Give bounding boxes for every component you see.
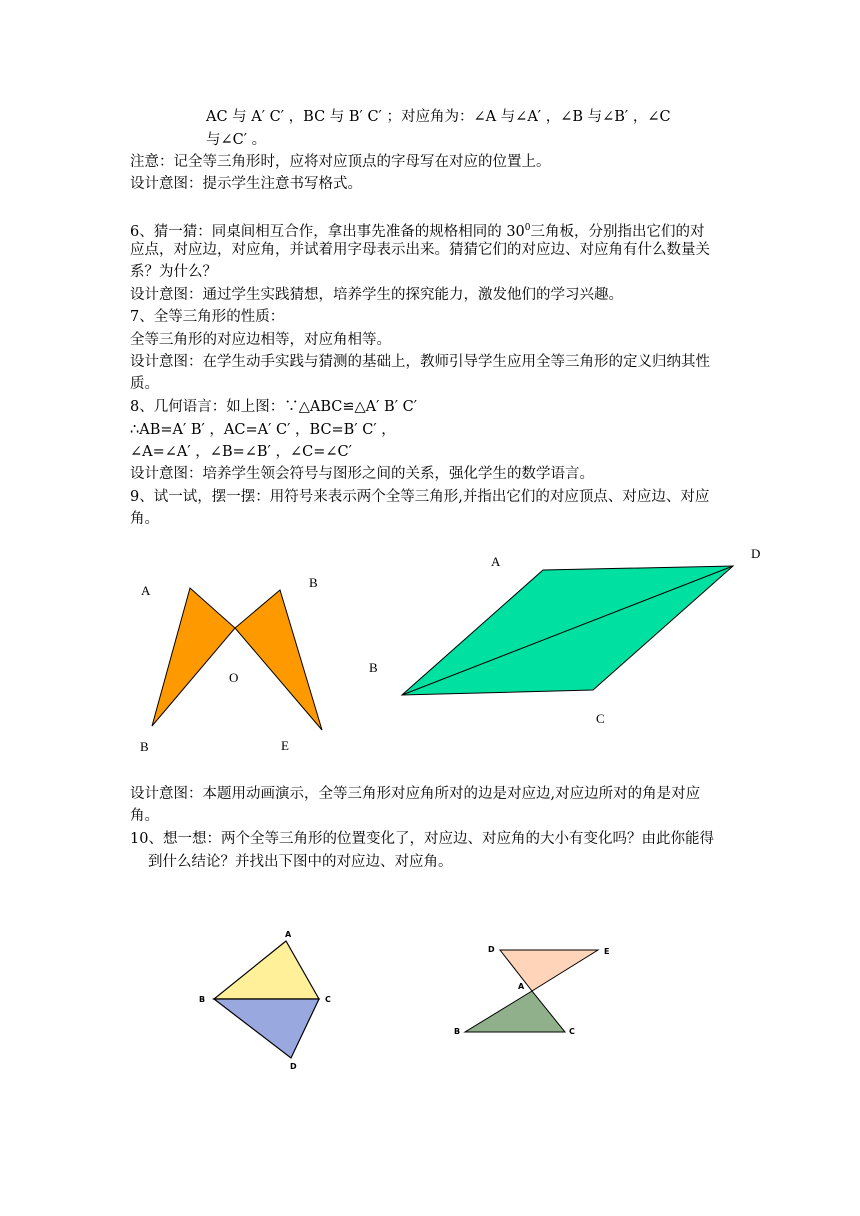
- kite-label-b: B: [199, 995, 206, 1004]
- text-line-5: 6、猜一猜：同桌间相互合作，拿出事先准备的规格相同的 $30^0$三角板，分别指出它们的对: [130, 223, 705, 240]
- kite-label-d: D: [290, 1062, 297, 1071]
- text-line-10: 全等三角形的对应边相等，对应角相等。: [130, 332, 391, 348]
- text-line-14: ∴AB=A′ B′ ，AC=A′ C′ ，BC=B′ C′ ，: [130, 422, 396, 438]
- text-line-1: AC 与 A′ C′ ，BC 与 B′ C′ ；对应角为：∠A 与∠A′ ，∠B 与∠B′ ，∠C: [206, 109, 671, 125]
- kite-top-triangle: [214, 941, 319, 999]
- text-line-17: 9、试一试，摆一摆：用符号来表示两个全等三角形,并指出它们的对应顶点、对应边、对应: [130, 489, 710, 505]
- hourglass-label-b: B: [454, 1027, 461, 1036]
- parallelogram-label-c: C: [596, 711, 605, 726]
- kite-label-a: A: [285, 930, 292, 939]
- kite-label-c: C: [325, 995, 331, 1004]
- bowtie-label-b-top: B: [309, 575, 318, 590]
- hourglass-top-triangle: [500, 950, 598, 991]
- text-line-16: 设计意图：培养学生领会符号与图形之间的关系，强化学生的数学语言。: [130, 466, 594, 482]
- text-line-19: 设计意图：本题用动画演示，全等三角形对应角所对的边是对应边,对应边所对的角是对应: [130, 786, 701, 802]
- kite-bottom-triangle: [214, 999, 319, 1058]
- text-line-18: 角。: [130, 511, 159, 527]
- bowtie-left-triangle: [152, 588, 235, 726]
- hourglass-label-e: E: [604, 947, 610, 956]
- text-line-9: 7、全等三角形的性质：: [130, 309, 285, 325]
- bowtie-label-a: A: [141, 583, 151, 598]
- text-line-6: 应点，对应边，对应角，并试着用字母表示出来。猜猜它们的对应边、对应角有什么数量关: [130, 242, 710, 258]
- kite-figure: [199, 930, 331, 1071]
- bowtie-label-e: E: [281, 738, 289, 753]
- parallelogram-label-a: A: [491, 554, 501, 569]
- text-line-15: ∠A=∠A′ ，∠B=∠B′ ，∠C=∠C′: [130, 444, 352, 460]
- bowtie-label-b-bottom: B: [140, 739, 149, 754]
- parallelogram-label-b: B: [369, 660, 378, 675]
- text-line-3: 注意：记全等三角形时，应将对应顶点的字母写在对应的位置上。: [130, 154, 551, 170]
- bowtie-label-o: O: [229, 670, 239, 685]
- hourglass-label-d: D: [488, 945, 495, 954]
- parallelogram-figure: [369, 546, 760, 726]
- text-line-8: 设计意图：通过学生实践猜想，培养学生的探究能力，激发他们的学习兴趣。: [130, 287, 623, 303]
- text-line-20: 角。: [130, 808, 159, 824]
- hourglass-figure: [454, 945, 609, 1036]
- parallelogram-label-d: D: [751, 546, 761, 561]
- hourglass-bottom-triangle: [465, 991, 565, 1032]
- text-line-2: 与∠C′ 。: [206, 132, 267, 148]
- text-line-21: 10、想一想：两个全等三角形的位置变化了，对应边、对应角的大小有变化吗？由此你能得: [130, 831, 714, 847]
- bowtie-right-triangle: [235, 590, 322, 730]
- hourglass-label-c: C: [569, 1027, 575, 1036]
- text-line-7: 系？为什么？: [130, 264, 217, 280]
- text-line-4: 设计意图：提示学生注意书写格式。: [130, 176, 362, 192]
- text-line-22: 到什么结论？并找出下图中的对应边、对应角。: [148, 854, 453, 870]
- bowtie-figure: [140, 575, 322, 754]
- hourglass-label-a: A: [518, 982, 525, 991]
- text-line-11: 设计意图：在学生动手实践与猜测的基础上，教师引导学生应用全等三角形的定义归纳其性: [130, 354, 710, 370]
- text-line-12: 质。: [130, 376, 159, 392]
- text-line-13: 8、几何语言：如上图：∵△ABC≌△A′ B′ C′: [130, 399, 417, 415]
